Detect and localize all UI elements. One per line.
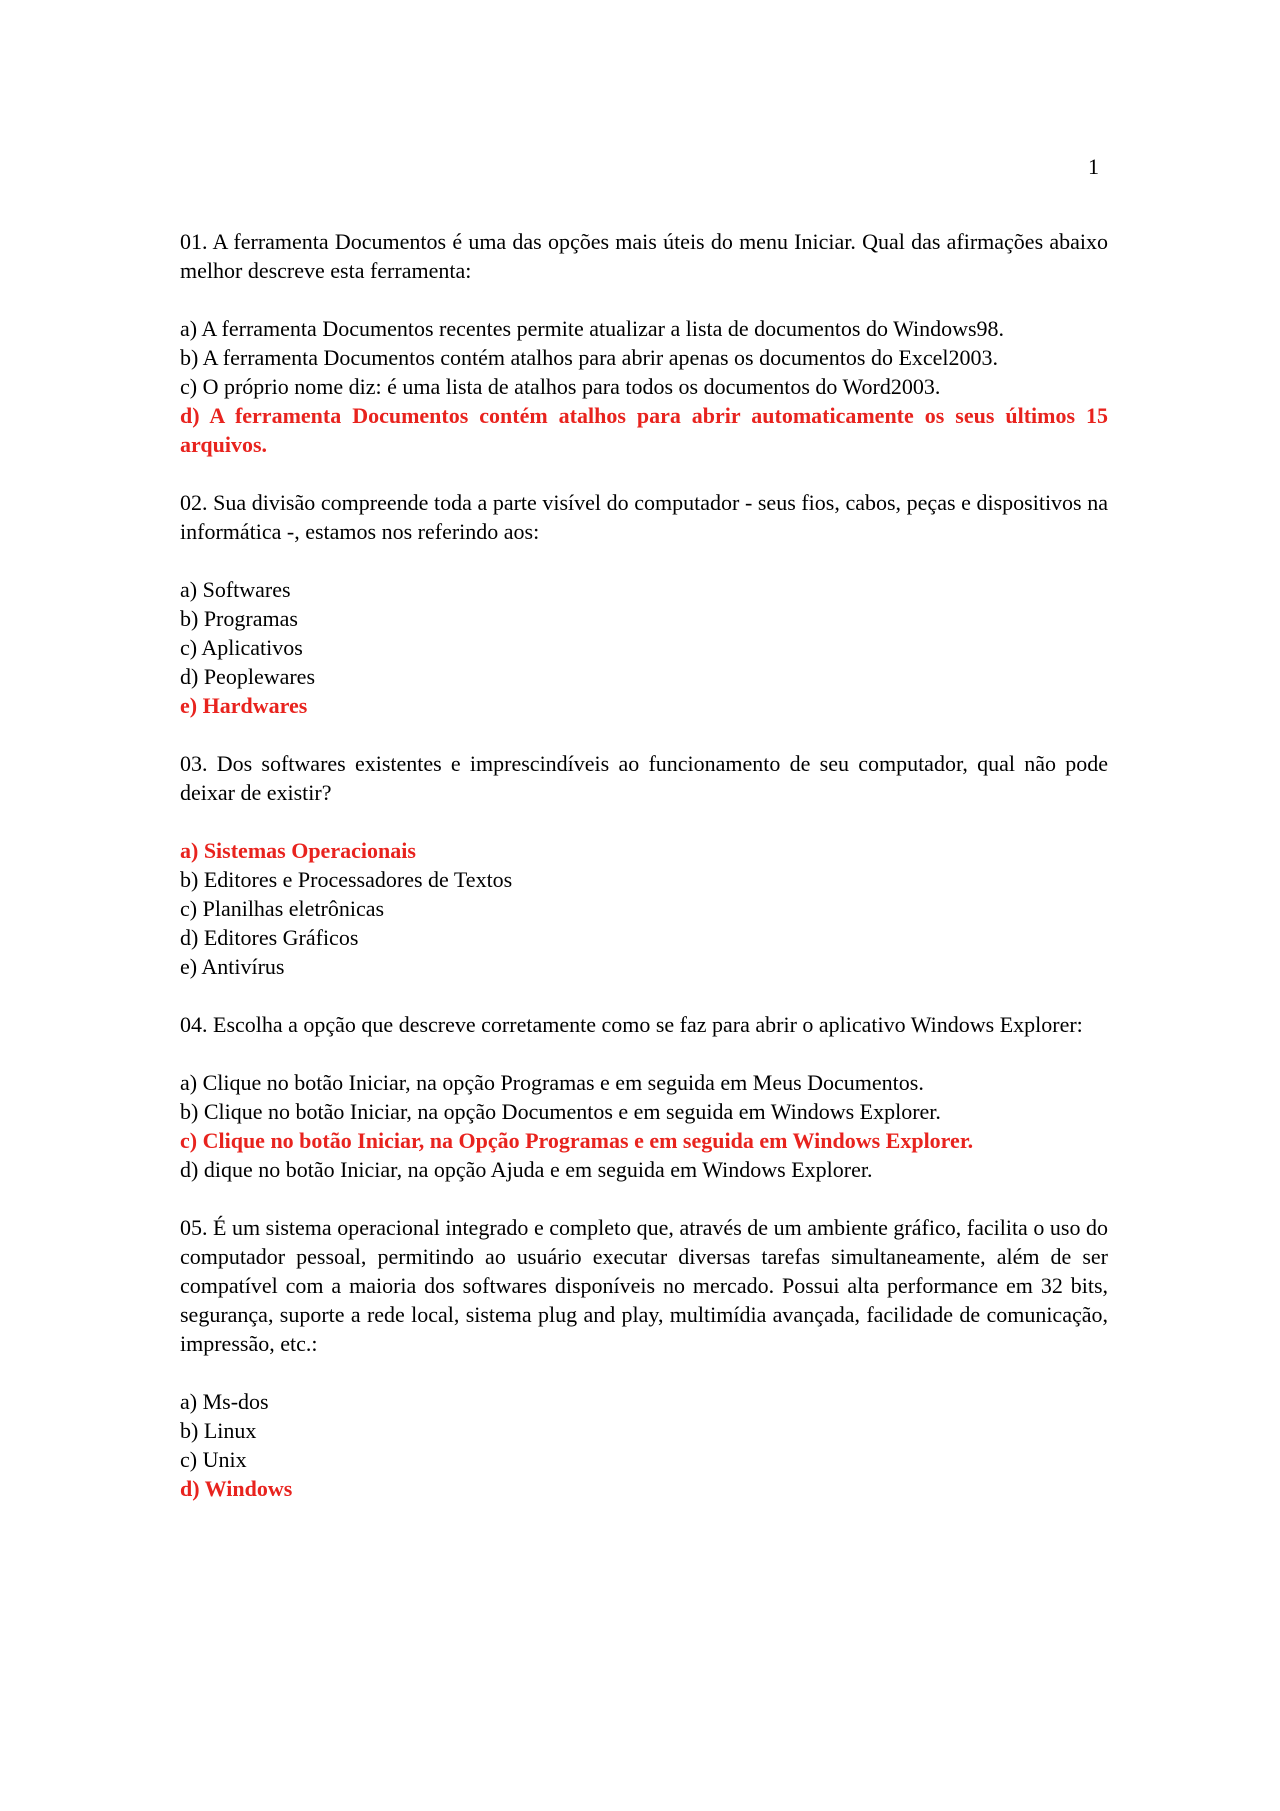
option-b: b) Programas [180, 606, 298, 631]
question-stem: 04. Escolha a opção que descreve corretamente como se faz para abrir o aplicativo Windows Explorer: [180, 1012, 1083, 1037]
option-c-correct-answer: c) Clique no botão Iniciar, na Opção Programas e em seguida em Windows Explorer. [180, 1128, 974, 1153]
question-03 [180, 749, 1108, 981]
option-d: d) dique no botão Iniciar, na opção Ajuda e em seguida em Windows Explorer. [180, 1157, 873, 1182]
option-d: d) Peoplewares [180, 664, 316, 689]
option-a: a) A ferramenta Documentos recentes permite atualizar a lista de documentos do Windows98. [180, 316, 1005, 341]
question-stem: 02. Sua divisão compreende toda a parte visível do computador - seus fios, cabos, peças e dispositivos na informática -, estamos nos referindo aos: [180, 490, 1108, 544]
question-02 [180, 488, 1108, 720]
page-number: 1 [1088, 154, 1099, 179]
option-c: c) Aplicativos [180, 635, 303, 660]
question-list [180, 227, 1108, 1532]
question-stem: 01. A ferramenta Documentos é uma das opções mais úteis do menu Iniciar. Qual das afirmações abaixo melhor descreve esta ferramenta: [180, 229, 1108, 283]
option-a: a) Clique no botão Iniciar, na opção Programas e em seguida em Meus Documentos. [180, 1070, 924, 1095]
option-c: c) O próprio nome diz: é uma lista de atalhos para todos os documentos do Word2003. [180, 374, 941, 399]
option-e-correct-answer: e) Hardwares [180, 693, 308, 718]
option-d-correct-answer: d) A ferramenta Documentos contém atalhos para abrir automaticamente os seus últimos 15 arquivos. [180, 403, 1108, 457]
question-05 [180, 1213, 1108, 1503]
option-d: d) Editores Gráficos [180, 925, 359, 950]
option-b: b) Linux [180, 1418, 257, 1443]
option-c: c) Planilhas eletrônicas [180, 896, 385, 921]
question-01 [180, 227, 1108, 459]
option-b: b) Editores e Processadores de Textos [180, 867, 513, 892]
option-b: b) A ferramenta Documentos contém atalhos para abrir apenas os documentos do Excel2003. [180, 345, 999, 370]
option-c: c) Unix [180, 1447, 247, 1472]
option-a: a) Ms-dos [180, 1389, 269, 1414]
option-b: b) Clique no botão Iniciar, na opção Documentos e em seguida em Windows Explorer. [180, 1099, 941, 1124]
option-a: a) Softwares [180, 577, 291, 602]
question-04 [180, 1010, 1108, 1184]
option-a-correct-answer: a) Sistemas Operacionais [180, 838, 416, 863]
option-d-correct-answer: d) Windows [180, 1476, 293, 1501]
question-stem: 05. É um sistema operacional integrado e completo que, através de um ambiente gráfico, facilita o uso do computador pessoal, permitindo ao usuário executar diversas tarefas simultaneamente, além de ser compatível com a maioria dos softwares disponíveis no mercado. Possui alta performance em 32 bits, segurança, suporte a rede local, sistema plug and play, multimídia avançada, facilidade de comunicação, impressão, etc.: [180, 1215, 1108, 1356]
option-e: e) Antivírus [180, 954, 285, 979]
question-stem: 03. Dos softwares existentes e imprescindíveis ao funcionamento de seu computador, qual não pode deixar de existir? [180, 751, 1108, 805]
